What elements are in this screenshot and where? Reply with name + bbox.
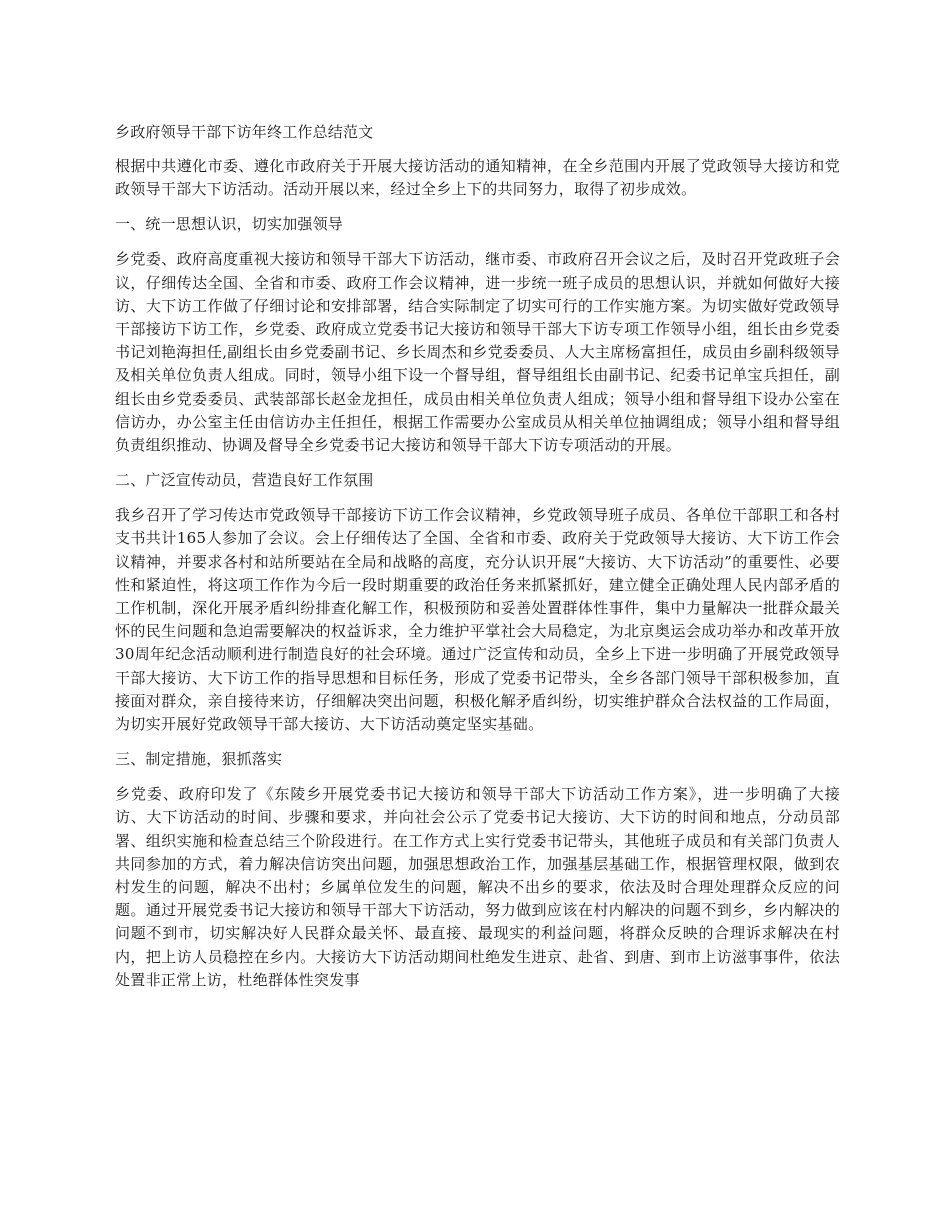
document-title: 乡政府领导干部下访年终工作总结范文 xyxy=(115,123,374,141)
section-1-body: 乡党委、政府高度重视大接访和领导干部大下访活动，继市委、市政府召开会议之后，及时召开党政班子会议，仔细传达全国、全省和市委、政府工作会议精神，进一步统一班子成员的思想认识，并就如何做好大接访、大下访工作做了仔细讨论和安排部署，结合实际制定了切实可行的工作实施方案。为切实做好党政领导干部接访下访工作，乡党委、政府成立党委书记大接访和领导干部大下访专项工作领导小组，组长由乡党委书记刘艳海担任,副组长由乡党委副书记、乡长周杰和乡党委委员、人大主席杨富担任，成员由乡副科级领导及相关单位负责人组成。同时，领导小组下设一个督导组，督导组组长由副书记、纪委书记单宝兵担任，副组长由乡党委委员、武装部部长赵金龙担任，成员由相关单位负责人组成；领导小组和督导组下设办公室在信访办，办公室主任由信访办主任担任，根据工作需要办公室成员从相关单位抽调组成；领导小组和督导组负责组织推动、协调及督导全乡党委书记大接访和领导干部大下访专项活动的开展。 xyxy=(115,250,840,455)
section-3-heading: 三、制定措施，狠抓落实 xyxy=(115,750,283,769)
section-1-heading: 一、统一思想认识，切实加强领导 xyxy=(115,215,344,234)
document-page xyxy=(115,119,840,1002)
section-3-body: 乡党委、政府印发了《东陵乡开展党委书记大接访和领导干部大下访活动工作方案》，进一步明确了大接访、大下访活动的时间、步骤和要求，并向社会公示了党委书记大接访、大下访的时间和地点，分动员部署、组织实施和检查总结三个阶段进行。在工作方式上实行党委书记带头，其他班子成员和有关部门负责人共同参加的方式，着力解决信访突出问题，加强思想政治工作，加强基层基础工作，根据管理权限，做到农村发生的问题，解决不出村；乡属单位发生的问题，解决不出乡的要求，依法及时合理处理群众反应的问题。通过开展党委书记大接访和领导干部大下访活动，努力做到应该在村内解决的问题不到乡，乡内解决的问题不到市，切实解决好人民群众最关怀、最直接、最现实的利益问题，将群众反映的合理诉求解决在村内，把上访人员稳控在乡内。大接访大下访活动期间杜绝发生进京、赴省、到唐、到市上访滋事事件，依法处置非正常上访，杜绝群体性突发事 xyxy=(115,785,840,989)
section-2-heading: 二、广泛宣传动员，营造良好工作氛围 xyxy=(115,471,374,490)
section-2-body: 我乡召开了学习传达市党政领导干部接访下访工作会议精神，乡党政领导班子成员、各单位干部职工和各村支书共计165人参加了会议。会上仔细传达了全国、全省和市委、政府关于党政领导大接访、大下访工作会议精神，并要求各村和站所要站在全局和战略的高度，充分认识开展“大接访、大下访活动”的重要性、必要性和紧迫性，将这项工作作为今后一段时期重要的政治任务来抓紧抓好，建立健全正确处理人民内部矛盾的工作机制，深化开展矛盾纠纷排查化解工作，积极预防和妥善处置群体性事件，集中力量解决一批群众最关怀的民生问题和急迫需要解决的权益诉求，全力维护平掌社会大局稳定，为北京奥运会成功举办和改革开放30周年纪念活动顺利进行制造良好的社会环境。通过广泛宣传和动员，全乡上下进一步明确了开展党政领导干部大接访、大下访工作的指导思想和目标任务，形成了党委书记带头，全乡各部门领导干部积极参加，直接面对群众，亲自接待来访，仔细解决突出问题，积极化解矛盾纠纷，切实维护群众合法权益的工作局面，为切实开展好党政领导干部大接访、大下访活动奠定坚实基础。 xyxy=(115,506,840,734)
intro-paragraph: 根据中共遵化市委、遵化市政府关于开展大接访活动的通知精神，在全乡范围内开展了党政领导大接访和党政领导干部大下访活动。活动开展以来，经过全乡上下的共同努力，取得了初步成效。 xyxy=(115,157,840,199)
